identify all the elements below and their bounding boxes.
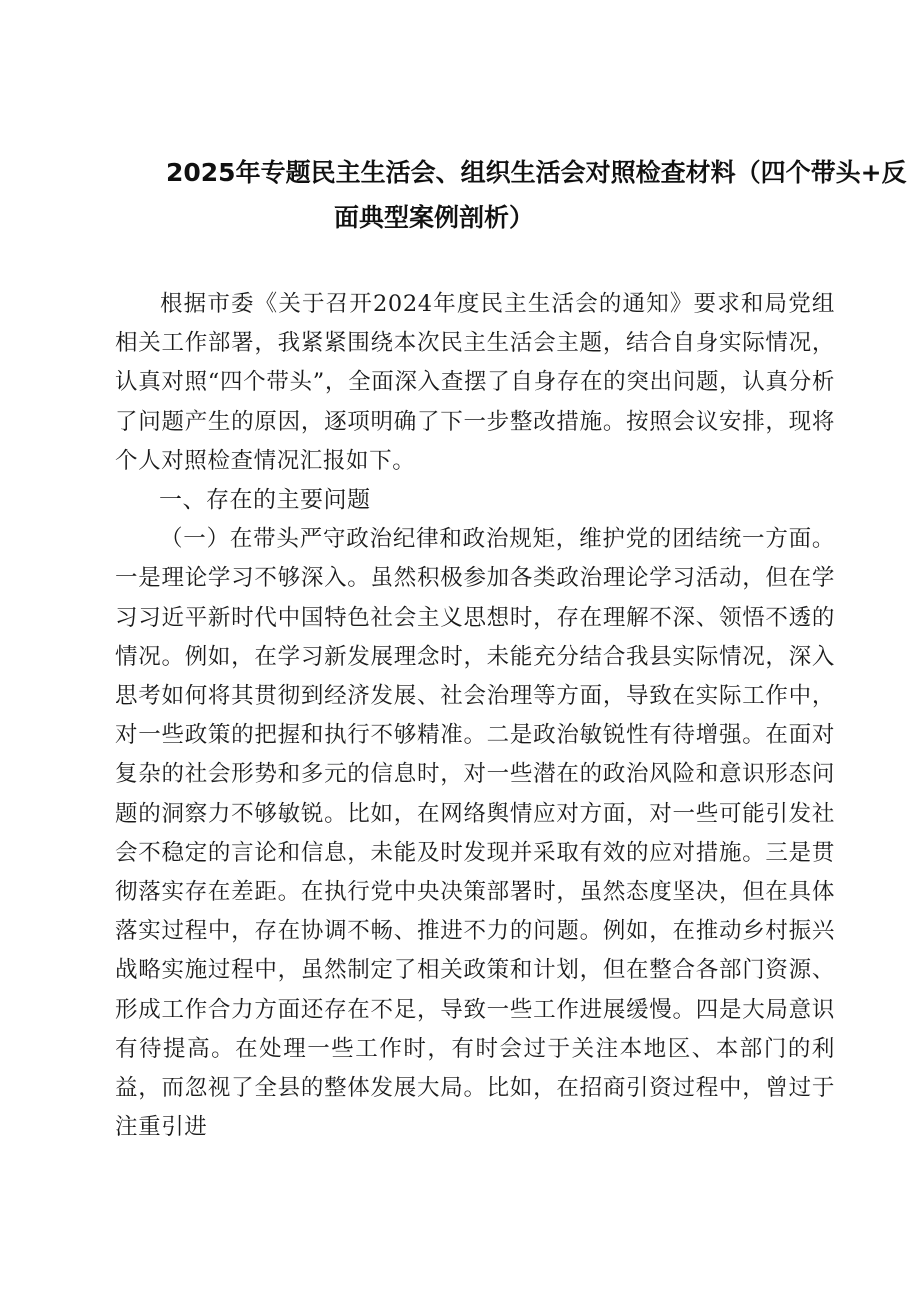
intro-paragraph: 根据市委《关于召开2024年度民主生活会的通知》要求和局党组相关工作部署，我紧紧围绕本次民主生活会主题，结合自身实际情况，认真对照“四个带头”，全面深入查摆了自身存在的突出问题，认真分析了问题产生的原因，逐项明确了下一步整改措施。按照会议安排，现将个人对照检查情况汇报如下。	[115, 291, 835, 474]
problems-paragraph: （一）在带头严守政治纪律和政治规矩，维护党的团结统一方面。一是理论学习不够深入。虽然积极参加各类政治理论学习活动，但在学习习近平新时代中国特色社会主义思想时，存在理解不深、领悟不透的情况。例如，在学习新发展理念时，未能充分结合我县实际情况，深入思考如何将其贯彻到经济发展、社会治理等方面，导致在实际工作中，对一些政策的把握和执行不够精准。二是政治敏锐性有待增强。在面对复杂的社会形势和多元的信息时，对一些潜在的政治风险和意识形态问题的洞察力不够敏锐。比如，在网络舆情应对方面，对一些可能引发社会不稳定的言论和信息，未能及时发现并采取有效的应对措施。三是贯彻落实存在差距。在执行党中央决策部署时，虽然态度坚决，但在具体落实过程中，存在协调不畅、推进不力的问题。例如，在推动乡村振兴战略实施过程中，虽然制定了相关政策和计划，但在整合各部门资源、形成工作合力方面还存在不足，导致一些工作进展缓慢。四是大局意识有待提高。在处理一些工作时，有时会过于关注本地区、本部门的利益，而忽视了全县的整体发展大局。比如，在招商引资过程中，曾过于注重引进	[115, 526, 835, 1141]
section-heading-main-problems: 一、存在的主要问题	[159, 487, 371, 514]
document-body	[115, 285, 835, 1147]
document-title	[166, 150, 907, 240]
document-title-line-2: 面典型案例剖析）	[334, 203, 535, 232]
document-title-line-1: 2025年专题民主生活会、组织生活会对照检查材料（四个带头+反	[166, 158, 907, 187]
